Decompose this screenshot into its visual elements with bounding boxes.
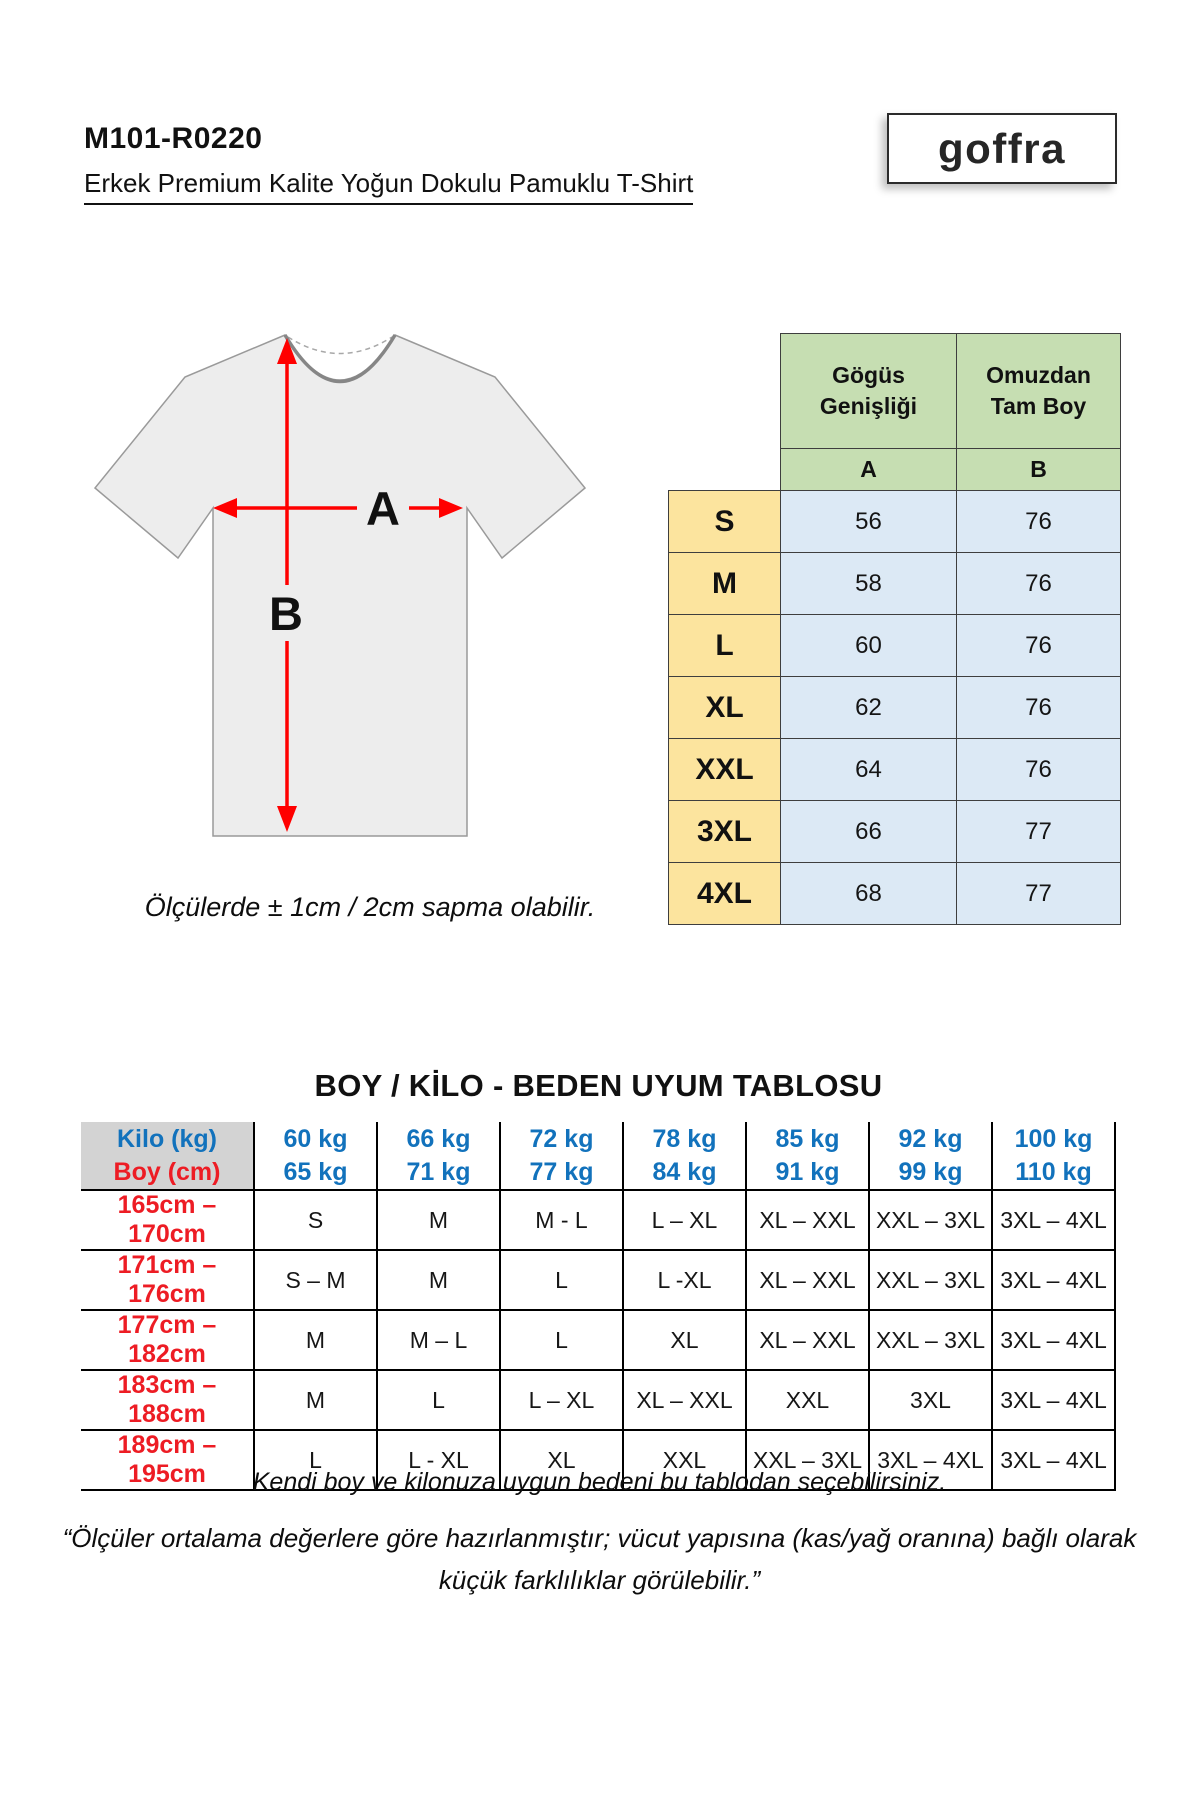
- length-value: 77: [957, 801, 1121, 863]
- fit-size: M: [377, 1190, 500, 1250]
- fit-size: XXL – 3XL: [746, 1430, 869, 1490]
- chest-value: 56: [781, 491, 957, 553]
- fit-size: XXL – 3XL: [869, 1310, 992, 1370]
- length-value: 76: [957, 553, 1121, 615]
- fit-row: [81, 1190, 1115, 1250]
- chest-value: 62: [781, 677, 957, 739]
- fit-size: L -XL: [623, 1250, 746, 1310]
- fit-size: XL: [500, 1430, 623, 1490]
- size-row-s: [669, 491, 1121, 553]
- fit-table-corner-cell: [81, 1122, 254, 1190]
- fit-size: XL: [623, 1310, 746, 1370]
- col-header-length: Omuzdan Tam Boy: [957, 334, 1121, 449]
- weight-header: 85 kg 91 kg: [746, 1122, 869, 1190]
- size-label: XXL: [669, 739, 781, 801]
- fit-size: 3XL – 4XL: [992, 1370, 1115, 1430]
- fit-instruction-note: Kendi boy ve kilonuza uygun bedeni bu tablodan seçebilirsiniz.: [252, 1468, 947, 1496]
- tolerance-note: Ölçülerde ± 1cm / 2cm sapma olabilir.: [144, 892, 596, 922]
- size-row-m: [669, 553, 1121, 615]
- fit-row: [81, 1310, 1115, 1370]
- product-title: Erkek Premium Kalite Yoğun Dokulu Pamuklu T-Shirt: [84, 168, 693, 205]
- disclaimer-line-2: küçük farklılıklar görülebilir.”: [438, 1564, 761, 1595]
- fit-size: 3XL – 4XL: [992, 1190, 1115, 1250]
- fit-size: M: [254, 1370, 377, 1430]
- width-label: A: [366, 482, 400, 535]
- fit-size: XXL: [623, 1430, 746, 1490]
- fit-size: M – L: [377, 1310, 500, 1370]
- size-row-l: [669, 615, 1121, 677]
- boy-header: Boy (cm): [113, 1157, 221, 1186]
- height-range: 177cm – 182cm: [81, 1310, 254, 1370]
- fit-size: L: [500, 1250, 623, 1310]
- fit-size: M - L: [500, 1190, 623, 1250]
- fit-size: 3XL – 4XL: [992, 1430, 1115, 1490]
- fit-table-header-row: [81, 1122, 1115, 1190]
- tshirt-diagram: [70, 280, 630, 840]
- weight-header: 72 kg 77 kg: [500, 1122, 623, 1190]
- weight-header: 78 kg 84 kg: [623, 1122, 746, 1190]
- chest-value: 64: [781, 739, 957, 801]
- length-value: 76: [957, 677, 1121, 739]
- fit-size: XL – XXL: [623, 1370, 746, 1430]
- fit-size: M: [254, 1310, 377, 1370]
- fit-size: L: [254, 1430, 377, 1490]
- fit-size: XL – XXL: [746, 1250, 869, 1310]
- chest-value: 60: [781, 615, 957, 677]
- fit-size: L – XL: [623, 1190, 746, 1250]
- fit-size: XXL – 3XL: [869, 1250, 992, 1310]
- weight-header: 66 kg 71 kg: [377, 1122, 500, 1190]
- height-range: 189cm – 195cm: [81, 1430, 254, 1490]
- fit-size: S – M: [254, 1250, 377, 1310]
- fit-size: L - XL: [377, 1430, 500, 1490]
- size-label: XL: [669, 677, 781, 739]
- height-range: 183cm – 188cm: [81, 1370, 254, 1430]
- brand-logo-text: goffra: [938, 124, 1066, 172]
- weight-header: 60 kg 65 kg: [254, 1122, 377, 1190]
- kilo-header: Kilo (kg): [117, 1125, 217, 1153]
- height-label: B: [269, 587, 303, 640]
- size-row-xxl: [669, 739, 1121, 801]
- fit-size: L: [500, 1310, 623, 1370]
- height-range: 165cm – 170cm: [81, 1190, 254, 1250]
- fit-size: S: [254, 1190, 377, 1250]
- size-label: 4XL: [669, 863, 781, 925]
- size-table-header-row: [669, 334, 1121, 449]
- fit-size: XL – XXL: [746, 1190, 869, 1250]
- col-header-chest: Gögüs Genişliği: [781, 334, 957, 449]
- product-code: M101-R0220: [84, 122, 263, 155]
- weight-header: 100 kg 110 kg: [992, 1122, 1115, 1190]
- size-label: M: [669, 553, 781, 615]
- fit-row: [81, 1370, 1115, 1430]
- length-value: 76: [957, 739, 1121, 801]
- fit-size: L – XL: [500, 1370, 623, 1430]
- fit-size: 3XL: [869, 1370, 992, 1430]
- size-row-xl: [669, 677, 1121, 739]
- size-table-blank-cell: [669, 334, 781, 491]
- length-value: 77: [957, 863, 1121, 925]
- size-label: 3XL: [669, 801, 781, 863]
- fit-size: 3XL – 4XL: [992, 1250, 1115, 1310]
- fit-row: [81, 1250, 1115, 1310]
- size-row-3xl: [669, 801, 1121, 863]
- chest-value: 68: [781, 863, 957, 925]
- subheader-b: B: [957, 449, 1121, 491]
- size-table: [668, 333, 1121, 925]
- fit-size: XXL – 3XL: [869, 1190, 992, 1250]
- fit-size: L: [377, 1370, 500, 1430]
- size-row-4xl: [669, 863, 1121, 925]
- disclaimer-note: [0, 1518, 1199, 1601]
- size-label: L: [669, 615, 781, 677]
- collar-back-icon: [288, 337, 392, 354]
- weight-header: 92 kg 99 kg: [869, 1122, 992, 1190]
- height-range: 171cm – 176cm: [81, 1250, 254, 1310]
- disclaimer-line-1: “Ölçüler ortalama değerlere göre hazırlanmıştır; vücut yapısına (kas/yağ oranına) bağlı olarak: [62, 1523, 1137, 1553]
- fit-size: M: [377, 1250, 500, 1310]
- fit-size: XL – XXL: [746, 1310, 869, 1370]
- subheader-a: A: [781, 449, 957, 491]
- fit-size: 3XL – 4XL: [869, 1430, 992, 1490]
- chest-value: 66: [781, 801, 957, 863]
- size-label: S: [669, 491, 781, 553]
- brand-logo: [887, 113, 1117, 184]
- tshirt-outline: [95, 335, 585, 836]
- fit-table: [81, 1122, 1116, 1491]
- length-value: 76: [957, 615, 1121, 677]
- fit-table-title: BOY / KİLO - BEDEN UYUM TABLOSU: [314, 1068, 883, 1103]
- length-value: 76: [957, 491, 1121, 553]
- fit-size: XXL: [746, 1370, 869, 1430]
- fit-size: 3XL – 4XL: [992, 1310, 1115, 1370]
- chest-value: 58: [781, 553, 957, 615]
